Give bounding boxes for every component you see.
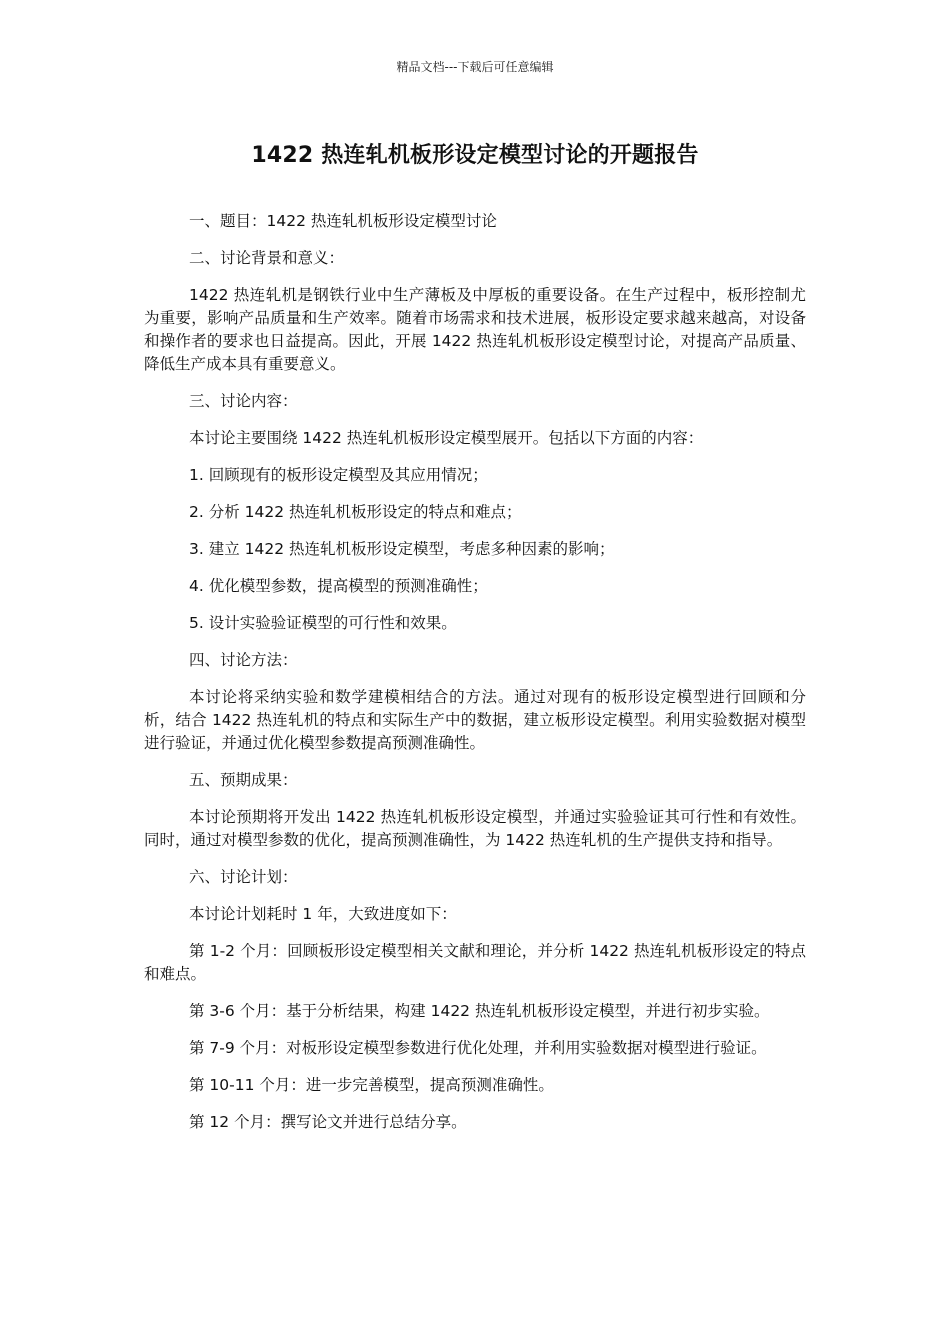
plan-item-months-7-9: 第 7-9 个月：对板形设定模型参数进行优化处理，并利用实验数据对模型进行验证。	[189, 1039, 767, 1057]
document-body	[144, 210, 806, 1148]
section-heading-background: 二、讨论背景和意义：	[189, 249, 345, 267]
section-heading-content: 三、讨论内容：	[189, 392, 298, 410]
list-item-content-2: 2. 分析 1422 热连轧机板形设定的特点和难点；	[189, 503, 522, 521]
section-heading-topic: 一、题目：1422 热连轧机板形设定模型讨论	[189, 212, 497, 230]
section-heading-outcomes: 五、预期成果：	[189, 771, 298, 789]
plan-item-months-10-11: 第 10-11 个月：进一步完善模型，提高预测准确性。	[189, 1076, 554, 1094]
header-note: 精品文档---下载后可任意编辑	[396, 60, 554, 74]
paragraph-method: 本讨论将采纳实验和数学建模相结合的方法。通过对现有的板形设定模型进行回顾和分析，结合 1422 热连轧机的特点和实际生产中的数据，建立板形设定模型。利用实验数据对模型进行验证，并通过优化模型参数提高预测准确性。	[144, 688, 806, 752]
paragraph-content-intro: 本讨论主要围绕 1422 热连轧机板形设定模型展开。包括以下方面的内容：	[189, 429, 704, 447]
plan-item-months-1-2: 第 1-2 个月：回顾板形设定模型相关文献和理论，并分析 1422 热连轧机板形设定的特点和难点。	[144, 942, 806, 983]
list-item-content-1: 1. 回顾现有的板形设定模型及其应用情况；	[189, 466, 488, 484]
plan-item-month-12: 第 12 个月：撰写论文并进行总结分享。	[189, 1113, 467, 1131]
list-item-content-3: 3. 建立 1422 热连轧机板形设定模型，考虑多种因素的影响；	[189, 540, 615, 558]
plan-item-months-3-6: 第 3-6 个月：基于分析结果，构建 1422 热连轧机板形设定模型，并进行初步实验。	[189, 1002, 770, 1020]
paragraph-background: 1422 热连轧机是钢铁行业中生产薄板及中厚板的重要设备。在生产过程中，板形控制尤为重要，影响产品质量和生产效率。随着市场需求和技术进展，板形设定要求越来越高，对设备和操作者的要求也日益提高。因此，开展 1422 热连轧机板形设定模型讨论，对提高产品质量、降低生产成本具有重要意义。	[144, 286, 806, 373]
paragraph-plan-intro: 本讨论计划耗时 1 年，大致进度如下：	[189, 905, 457, 923]
paragraph-outcomes: 本讨论预期将开发出 1422 热连轧机板形设定模型，并通过实验验证其可行性和有效性。同时，通过对模型参数的优化，提高预测准确性，为 1422 热连轧机的生产提供支持和指导。	[144, 808, 806, 849]
section-heading-plan: 六、讨论计划：	[189, 868, 298, 886]
section-heading-method: 四、讨论方法：	[189, 651, 298, 669]
document-title: 1422 热连轧机板形设定模型讨论的开题报告	[251, 143, 699, 168]
list-item-content-5: 5. 设计实验验证模型的可行性和效果。	[189, 614, 457, 632]
list-item-content-4: 4. 优化模型参数，提高模型的预测准确性；	[189, 577, 488, 595]
